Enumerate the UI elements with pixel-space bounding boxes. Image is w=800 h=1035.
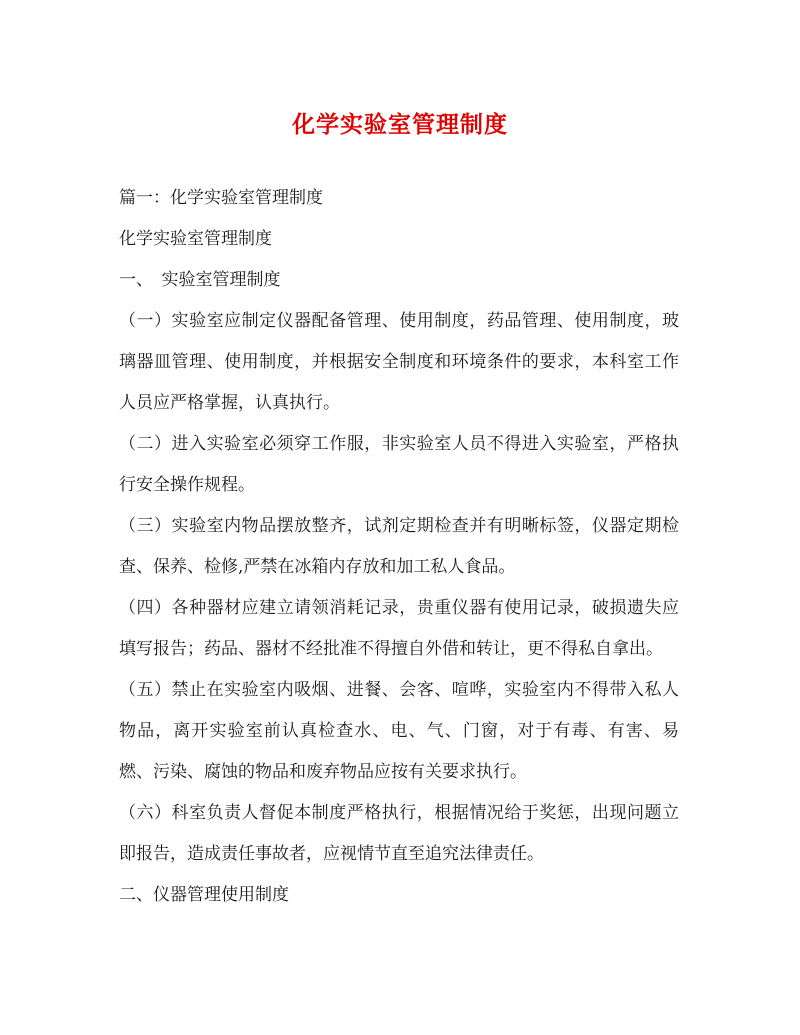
paragraph: （一）实验室应制定仪器配备管理、使用制度，药品管理、使用制度，玻璃器皿管理、使用制度，并根据安全制度和环境条件的要求，本科室工作人员应严格掌握，认真执行。 xyxy=(119,311,679,413)
paragraph: （五）禁止在实验室内吸烟、进餐、会客、喧哗，实验室内不得带入私人物品，离开实验室前认真检查水、电、气、门窗，对于有毒、有害、易燃、污染、腐蚀的物品和废弃物品应按有关要求执行。 xyxy=(119,680,679,782)
document-body xyxy=(119,178,679,916)
section-heading: 一、 实验室管理制度 xyxy=(119,270,281,290)
paragraph: （六）科室负责人督促本制度严格执行，根据情况给于奖惩，出现问题立即报告，造成责任事故者，应视情节直至追究法律责任。 xyxy=(119,803,679,864)
section-heading: 篇一：化学实验室管理制度 xyxy=(119,188,323,208)
paragraph: （三）实验室内物品摆放整齐，试剂定期检查并有明晰标签，仪器定期检查、保养、检修,严禁在冰箱内存放和加工私人食品。 xyxy=(119,516,679,577)
section-heading: 二、仪器管理使用制度 xyxy=(119,885,289,905)
paragraph: （二）进入实验室必须穿工作服，非实验室人员不得进入实验室，严格执行安全操作规程。 xyxy=(119,434,679,495)
sub-heading: 化学实验室管理制度 xyxy=(119,229,272,249)
document-title: 化学实验室管理制度 xyxy=(292,111,508,138)
paragraph: （四）各种器材应建立请领消耗记录，贵重仪器有使用记录，破损遗失应填写报告；药品、器材不经批准不得擅自外借和转让，更不得私自拿出。 xyxy=(119,598,679,659)
